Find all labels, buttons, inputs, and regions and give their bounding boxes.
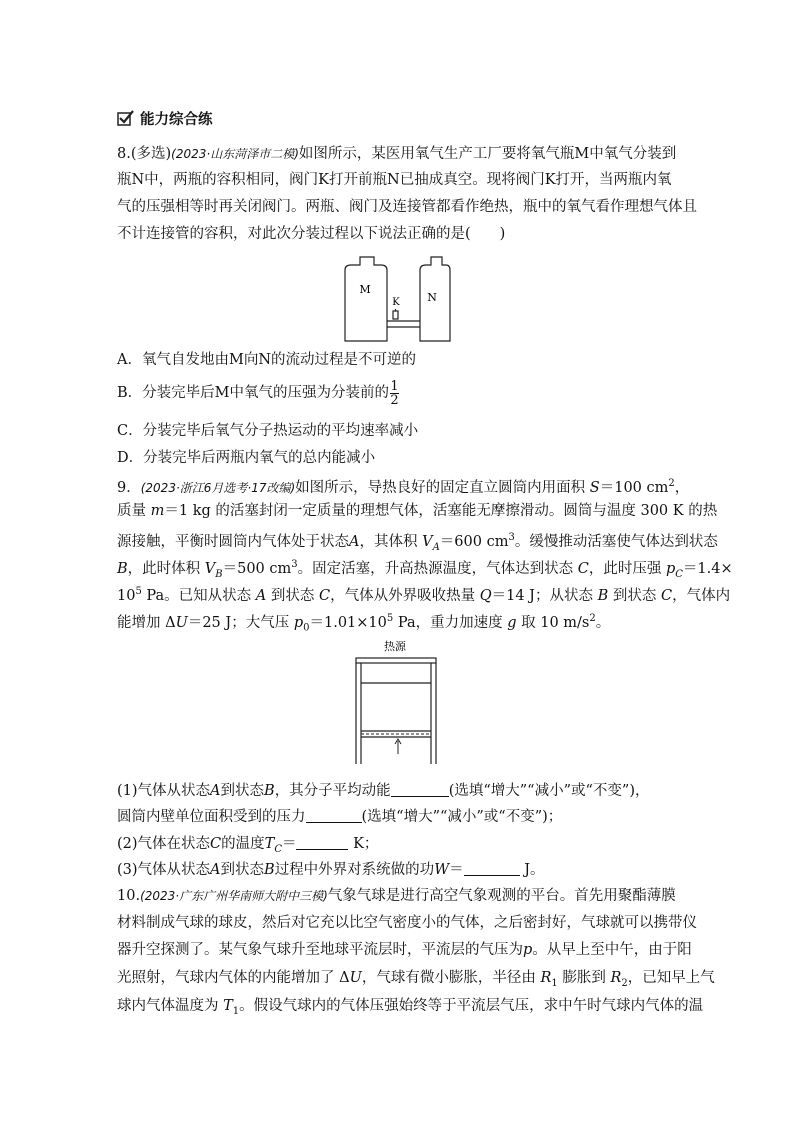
q9-heat-source-label: 热源 <box>384 640 406 653</box>
q10-line-2: 材料制成气球的球皮，然后对它充以比空气密度小的气体，之后密封好，气球就可以携带仪 <box>117 915 697 931</box>
section-header <box>117 108 213 128</box>
q8-line-1 <box>117 144 676 164</box>
one-half-fraction <box>390 380 399 407</box>
q8-line-3: 气的压强相等时再关闭阀门。两瓶、阀门及连接管都看作绝热，瓶中的氧气看作理想气体且 <box>117 199 697 215</box>
q9-source: (2023·浙江6月选考·17改编) <box>140 480 296 495</box>
q9-sub1-text-b: 到状态 <box>220 783 265 799</box>
q9-sub3-text-e: J。 <box>519 862 545 878</box>
q9-line-1: 9．(2023·浙江6月选考·17改编)如图所示，导热良好的固定直立圆筒内用面积 S＝100 $cm^2$， <box>117 478 690 496</box>
q9-cylinder-figure <box>348 636 438 768</box>
q9-sub2-text-c: ＝ <box>281 836 297 852</box>
q8-bottles-figure <box>340 253 452 345</box>
q8-label-m: M <box>359 283 371 296</box>
q8-label-k: K <box>392 297 400 308</box>
q10-text-3: 器升空探测了。某气象气球升至地球平流层时，平流层的气压为 <box>117 942 523 958</box>
q10-line-1 <box>117 886 676 906</box>
answer-blank-4[interactable] <box>464 861 520 876</box>
answer-blank-3[interactable] <box>296 835 348 850</box>
q9-line-4: B，此时体积 $V_B=500$ $cm^3$。固定活塞，升高热源温度，气体达到状态 C，此时压强 $p_C=1.4\times$ <box>117 559 733 580</box>
q9-line-6: 能增加 ΔU＝25 J；大气压 $p_0=1.01\times 10^5$ Pa，重力加速度 g 取 10 $m/s^2$。 <box>117 613 611 634</box>
answer-blank-2[interactable] <box>306 808 362 823</box>
q9-sub3-text-d: ＝ <box>449 862 464 878</box>
q8-line-4: 不计连接管的容积，对此次分装过程以下说法正确的是( ) <box>117 226 506 242</box>
q9-sub1-text-c: ，其分子平均动能 <box>274 783 391 799</box>
q10-source: (2023·广东广州华南师大附中三模) <box>140 889 328 903</box>
q8-line-2: 瓶N中，两瓶的容积相同，阀门K打开前瓶N已抽成真空。现将阀门K打开，当两瓶内氧 <box>117 172 672 188</box>
q9-sub2: (2)气体在状态C的温度$T_C= K$； <box>117 836 379 855</box>
q9-sub1-line-2 <box>117 807 562 827</box>
q10-text-1: 气象气球是进行高空气象观测的平台。首先用聚酯薄膜 <box>327 888 676 904</box>
q9-sub1-line-1: (1)气体从状态A到状态B，其分子平均动能 (选填“增大”“减小”或“不变”)， <box>117 783 650 799</box>
q9-sub3-text-b: 到状态 <box>220 862 265 878</box>
q10-line-3: 器升空探测了。某气象气球升至地球平流层时，平流层的气压为p。从早上至中午，由于阳 <box>117 942 692 958</box>
q8-label-n: N <box>427 291 437 304</box>
q10-line-4: 光照射，气球内气体的内能增加了 ΔU，气球有微小膨胀，半径由 $R_1$ 膨胀到 $R_2$，已知早上气 <box>117 970 715 989</box>
q9-sub3-text-a: (3)气体从状态 <box>117 862 211 878</box>
checkbox-icon <box>117 110 134 126</box>
q9-number: 9． <box>117 479 141 496</box>
q8-number: 8. <box>117 146 131 162</box>
q10-line-5: 球内气体温度为 $T_1$。假设气球内的气体压强始终等于平流层气压，求中午时气球内气体的温 <box>117 998 704 1017</box>
q8-tag: (多选) <box>130 146 172 162</box>
q9-line-5: $10^5$ Pa。已知从状态 A 到状态 C，气体从外界吸收热量 Q＝14 J；从状态 B 到状态 C，气体内 <box>117 586 731 604</box>
q8-option-a: A．氧气自发地由M向N的流动过程是不可逆的 <box>117 352 417 368</box>
q8-option-c: C．分装完毕后氧气分子热运动的平均速率减小 <box>117 423 419 439</box>
q8-text-1: 如图所示，某医用氧气生产工厂要将氧气瓶M中氧气分装到 <box>298 146 677 162</box>
fraction-numerator: 1 <box>390 378 399 394</box>
q9-sub1-text-a: (1)气体从状态 <box>117 783 211 799</box>
q8-option-b <box>117 378 399 408</box>
q9-sub2-text-a: (2)气体在状态 <box>117 836 211 852</box>
q8-source: (2023·山东菏泽市二模) <box>171 147 299 161</box>
q9-sub1b-text-a: 圆筒内壁单位面积受到的压力 <box>117 809 306 825</box>
q9-sub1-text-d: (选填“增大”“减小”或“不变”)， <box>448 783 650 799</box>
q9-sub2-text-b: 的温度 <box>221 836 265 852</box>
q8-option-d: D．分装完毕后两瓶内氧气的总内能减小 <box>117 450 376 466</box>
answer-blank-1[interactable] <box>391 782 449 797</box>
q9-sub3: (3)气体从状态A到状态B过程中外界对系统做的功W＝ J。 <box>117 862 545 878</box>
fraction-denominator: 2 <box>390 392 399 408</box>
q9-sub1b-text-b: (选填“增大”“减小”或“不变”)； <box>361 809 563 825</box>
q9-sub3-text-c: 过程中外界对系统做的功 <box>274 862 435 878</box>
q9-sub2-text-d: K； <box>348 836 379 852</box>
q9-line-2: 质量 m＝1 kg 的活塞封闭一定质量的理想气体，活塞能无摩擦滑动。圆筒与温度 300 K 的热 <box>117 503 718 519</box>
q10-number: 10. <box>117 888 141 904</box>
q8-option-b-text: B．分装完毕后M中氧气的压强为分装前的 <box>117 385 390 401</box>
section-title: 能力综合练 <box>140 111 213 128</box>
q9-line-3: 源接触，平衡时圆筒内气体处于状态A，其体积 $V_A=600$ $cm^3$。缓慢推动活塞使气体达到状态 <box>117 532 718 553</box>
